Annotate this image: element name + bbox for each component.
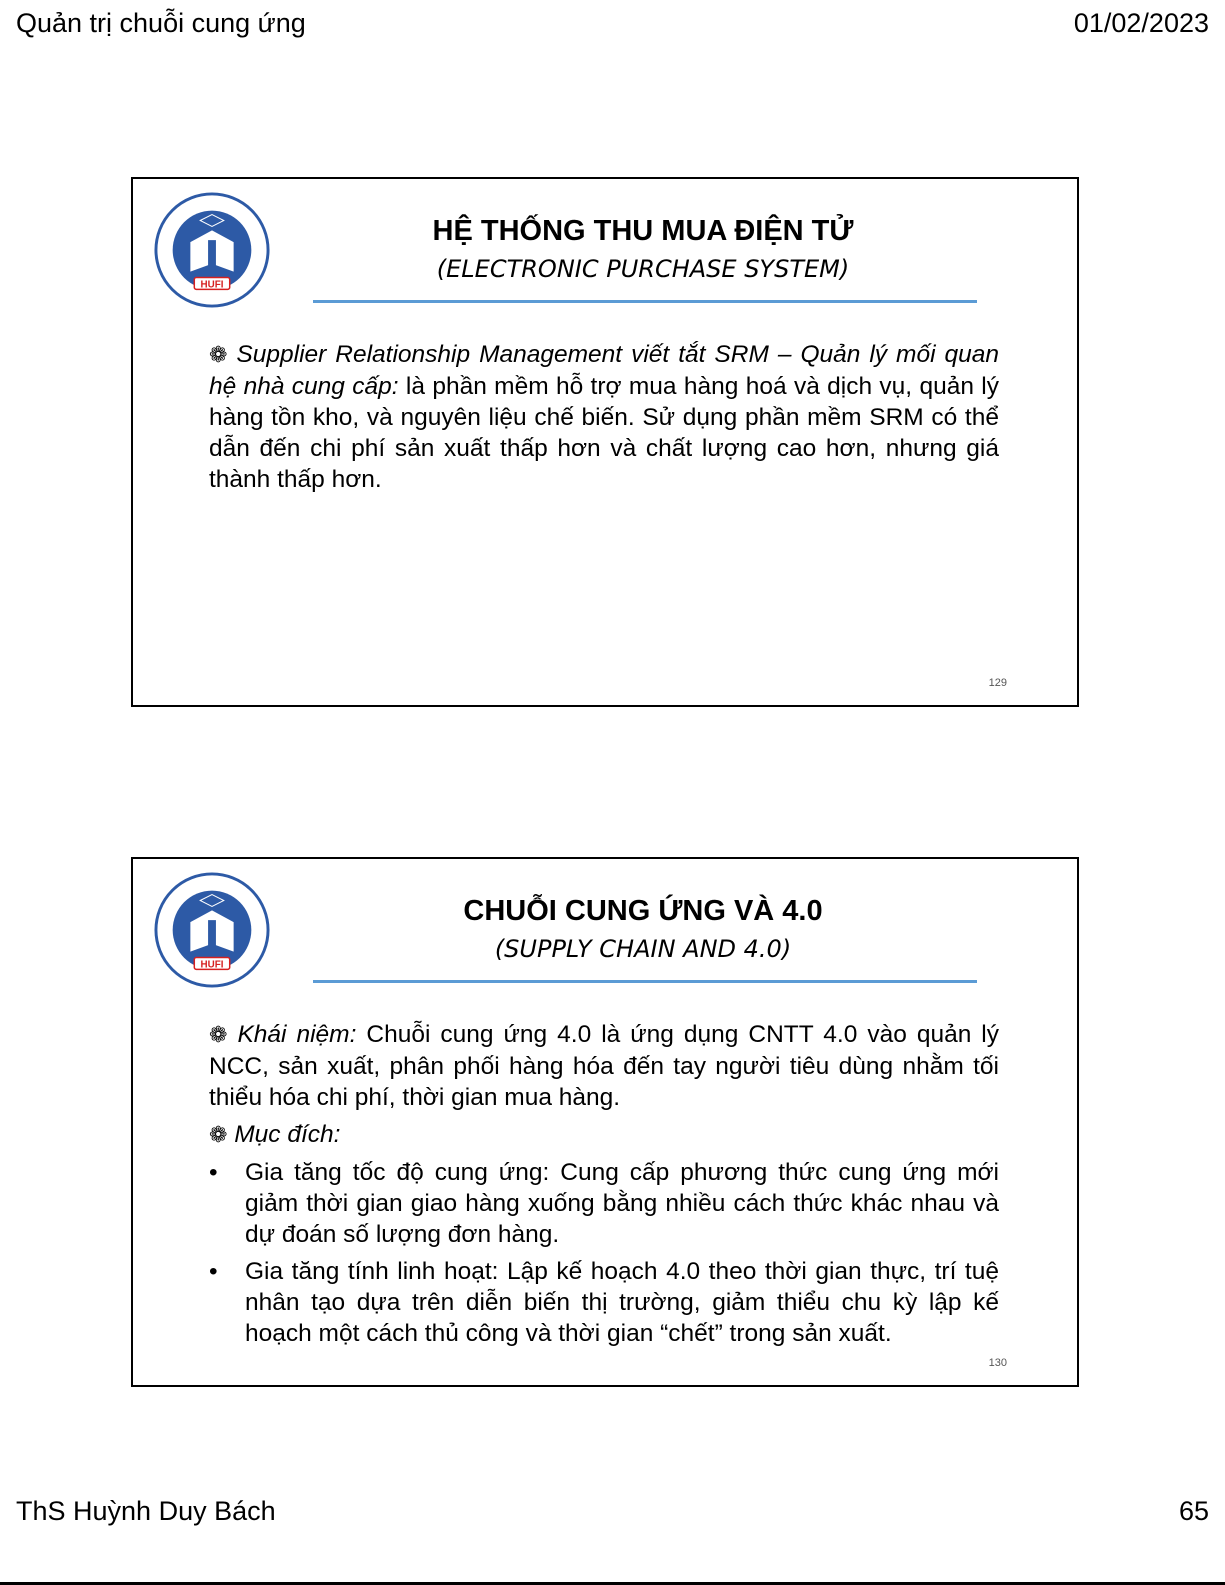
slide-title: HỆ THỐNG THU MUA ĐIỆN TỬ bbox=[432, 215, 854, 247]
bullet-dot-icon: • bbox=[209, 1258, 218, 1285]
purpose-text: Gia tăng tính linh hoạt: Lập kế hoạch 4.0 theo thời gian thực, trí tuệ nhân tạo dựa trên diễn biến thị trường, giảm thiểu chu kỳ lập kế hoạch một cách thủ công và thời gian “chết” trong sản xuất. bbox=[245, 1258, 999, 1347]
bullet-dot-icon: • bbox=[209, 1159, 218, 1186]
list-item bbox=[209, 1157, 999, 1250]
slide-subtitle: (ELECTRONIC PURCHASE SYSTEM) bbox=[436, 255, 850, 283]
slide-subtitle: (SUPPLY CHAIN AND 4.0) bbox=[494, 935, 792, 963]
purpose-text: Gia tăng tốc độ cung ứng: Cung cấp phương thức cung ứng mới giảm thời gian giao hàng xuống bằng nhiều cách thức khác nhau và dự đoán số lượng đơn hàng. bbox=[245, 1159, 999, 1248]
flower-bullet-icon: ❁ bbox=[209, 1023, 228, 1048]
title-divider bbox=[313, 300, 977, 303]
concept-text: Chuỗi cung ứng 4.0 là ứng dụng CNTT 4.0 vào quản lý NCC, sản xuất, phân phối hàng hóa đến tay người tiêu dùng nhằm tối thiểu hóa chi phí, thời gian mua hàng. bbox=[209, 1021, 1000, 1111]
concept-paragraph bbox=[209, 1019, 999, 1113]
purpose-list bbox=[209, 1157, 999, 1349]
hufi-logo-icon bbox=[153, 191, 271, 309]
flower-bullet-icon: ❁ bbox=[209, 1123, 228, 1148]
flower-bullet-icon: ❁ bbox=[209, 343, 228, 368]
purpose-heading bbox=[209, 1119, 999, 1151]
slide-body bbox=[209, 339, 999, 501]
slide-130 bbox=[131, 857, 1079, 1387]
purpose-label: Mục đích: bbox=[234, 1121, 341, 1148]
logo-abbr: HUFI bbox=[200, 959, 224, 971]
footer-author: ThS Huỳnh Duy Bách bbox=[16, 1496, 276, 1526]
srm-paragraph bbox=[209, 339, 999, 495]
slide-body bbox=[209, 1019, 999, 1355]
logo-abbr: HUFI bbox=[200, 279, 224, 291]
concept-label: Khái niệm: bbox=[237, 1021, 357, 1048]
srm-term: Supplier Relationship Management viết tắt SRM – Quản lý mối quan hệ nhà cung cấp: bbox=[209, 341, 999, 400]
slide-129 bbox=[131, 177, 1079, 707]
header-course-title: Quản trị chuỗi cung ứng bbox=[16, 8, 306, 38]
slide-title: CHUỖI CUNG ỨNG VÀ 4.0 bbox=[463, 895, 823, 927]
slide-page-number: 129 bbox=[988, 677, 1007, 689]
header-date: 01/02/2023 bbox=[1073, 8, 1209, 38]
footer-page-number: 65 bbox=[1178, 1496, 1209, 1526]
hufi-logo-icon bbox=[153, 871, 271, 989]
title-divider bbox=[313, 980, 977, 983]
list-item bbox=[209, 1256, 999, 1349]
slide-page-number: 130 bbox=[988, 1357, 1007, 1369]
srm-text: là phần mềm hỗ trợ mua hàng hoá và dịch vụ, quản lý hàng tồn kho, và nguyên liệu chế biến. Sử dụng phần mềm SRM có thể dẫn đến chi phí sản xuất thấp hơn và chất lượng cao hơn, nhưng giá thành thấp hơn. bbox=[209, 373, 999, 493]
